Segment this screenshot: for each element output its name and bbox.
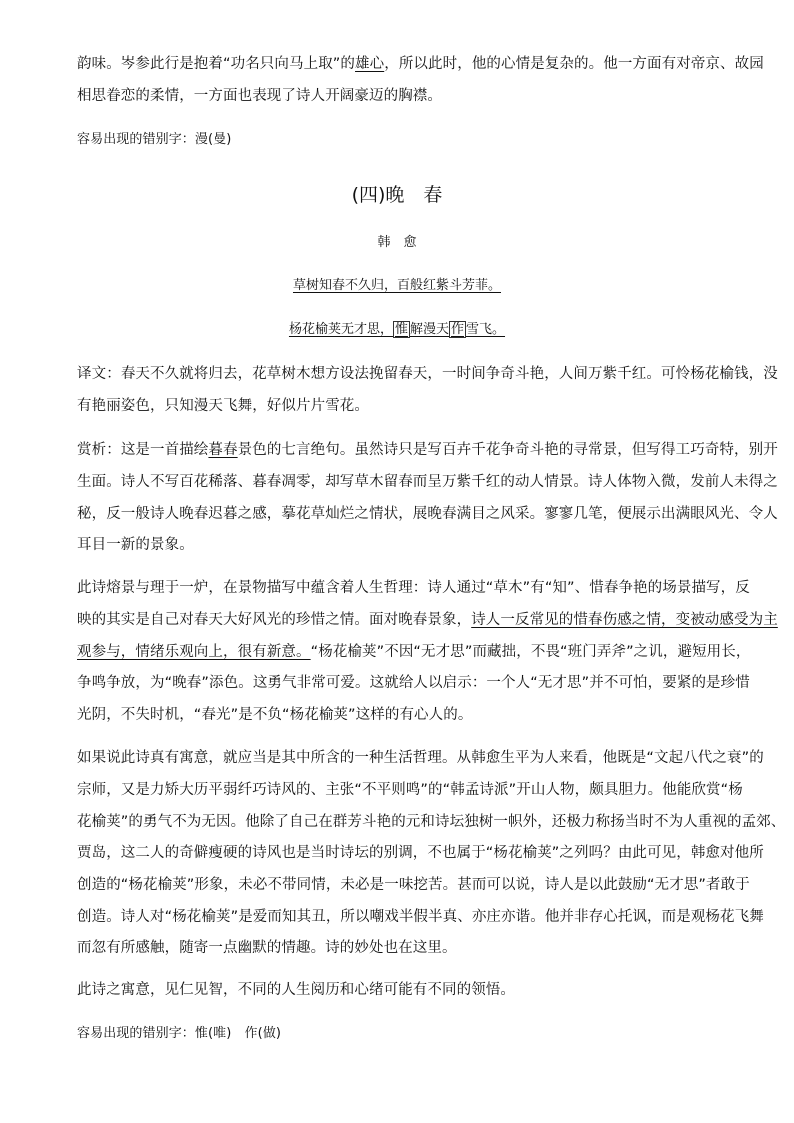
philosophy-line-2: 映的其实是自己对春天大好风光的珍惜之情。面对晚春景象，诗人一反常见的惜春伤感之情，变被动感受为主: [77, 612, 778, 628]
conclusion-line: 此诗之寓意，见仁见智，不同的人生阅历和心绪可能有不同的领悟。: [77, 982, 515, 998]
translation-line-1: 译文：春天不久就将归去，花草树木想方设法挽留春天，一时间争奇斗艳，人间万紫千红。可怜杨花榆钱，没: [77, 366, 778, 382]
philosophy-line-5: 光阴，不失时机，“春光”是不负“杨花榆荚”这样的有心人的。: [77, 707, 473, 723]
appreciation-line-3: 秘，反一般诗人晚春迟暮之感，摹花草灿烂之情状，展晚春满目之风采。寥寥几笔，便展示出满眼风光、令人: [77, 506, 778, 522]
typos-note-top: 容易出现的错别字：漫(曼): [77, 132, 232, 147]
poem-line-1: 草树知春不久归，百般红紫斗芳菲。: [292, 278, 501, 293]
poem-author: 韩 愈: [377, 235, 417, 250]
typos-note-bottom: 容易出现的错别字：惟(唯) 作(做): [77, 1026, 282, 1041]
philosophy-line-3: 观参与，情绪乐观向上，很有新意。“杨花榆荚”不因“无才思”而藏拙，不畏“班门弄斧”之讥，避短用长，: [77, 644, 751, 660]
philosophy-line-4: 争鸣争放，为“晚春”添色。这勇气非常可爱。这就给人以启示：一个人“无才思”并不可怕，要紧的是珍惜: [77, 675, 750, 691]
translation-line-2: 有艳丽姿色，只知漫天飞舞，好似片片雪花。: [77, 398, 369, 414]
poem-title: (四)晚 春: [351, 184, 443, 206]
philosophy-line-1: 此诗熔景与理于一炉，在景物描写中蕴含着人生哲理：诗人通过“草木”有“知”、惜春争艳的场景描写，反: [77, 580, 750, 596]
allegory-line-6: 创造。诗人对“杨花榆荚”是爱而知其丑，所以嘲戏半假半真、亦庄亦谐。他并非存心托讽，而是观杨花飞舞: [77, 909, 764, 925]
intro-line-2: 相思眷恋的柔情，一方面也表现了诗人开阔豪迈的胸襟。: [77, 88, 442, 104]
underlined-term: 雄心: [355, 56, 385, 72]
appreciation-label: 赏析：: [77, 442, 121, 458]
appreciation-line-1: 赏析：这是一首描绘暮春景色的七言绝句。虽然诗只是写百卉千花争奇斗艳的寻常景，但写得工巧奇特，别开: [77, 442, 778, 458]
allegory-line-4: 贾岛，这二人的奇僻瘦硬的诗风也是当时诗坛的别调，不也属于“杨花榆荚”之列吗？由此可见，韩愈对他所: [77, 845, 764, 861]
boxed-char: 作: [451, 322, 465, 337]
allegory-line-3: 花榆荚”的勇气不为无因。他除了自己在群芳斗艳的元和诗坛独树一帜外，还极力称扬当时不为人重视的孟郊、: [77, 814, 786, 830]
allegory-line-2: 宗师，又是力矫大历平弱纤巧诗风的、主张“不平则鸣”的“韩孟诗派”开山人物，颇具胆力。他能欣赏“杨: [77, 782, 743, 798]
allegory-line-1: 如果说此诗真有寓意，就应当是其中所含的一种生活哲理。从韩愈生平为人来看，他既是“文起八代之衰”的: [77, 750, 764, 766]
poem-line-2: 杨花榆荚无才思， 惟 解漫天 作 雪飞。: [288, 322, 506, 337]
boxed-char: 惟: [394, 322, 408, 337]
intro-line-1: 韵味。岑参此行是抱着“功名只向马上取”的雄心，所以此时，他的心情是复杂的。他一方面有对帝京、故园: [77, 56, 764, 72]
allegory-line-7: 而忽有所感触，随寄一点幽默的情趣。诗的妙处也在这里。: [77, 940, 457, 956]
translation-label: 译文：: [77, 366, 121, 382]
allegory-line-5: 创造的“杨花榆荚”形象，未必不带同情，未必是一味挖苦。甚而可以说，诗人是以此鼓励“无才思”者敢于: [77, 877, 750, 893]
appreciation-line-4: 耳目一新的景象。: [77, 537, 194, 553]
appreciation-line-2: 生面。诗人不写百花稀落、暮春凋零，却写草木留春而呈万紫千红的动人情景。诗人体物入微，发前人未得之: [77, 474, 778, 490]
